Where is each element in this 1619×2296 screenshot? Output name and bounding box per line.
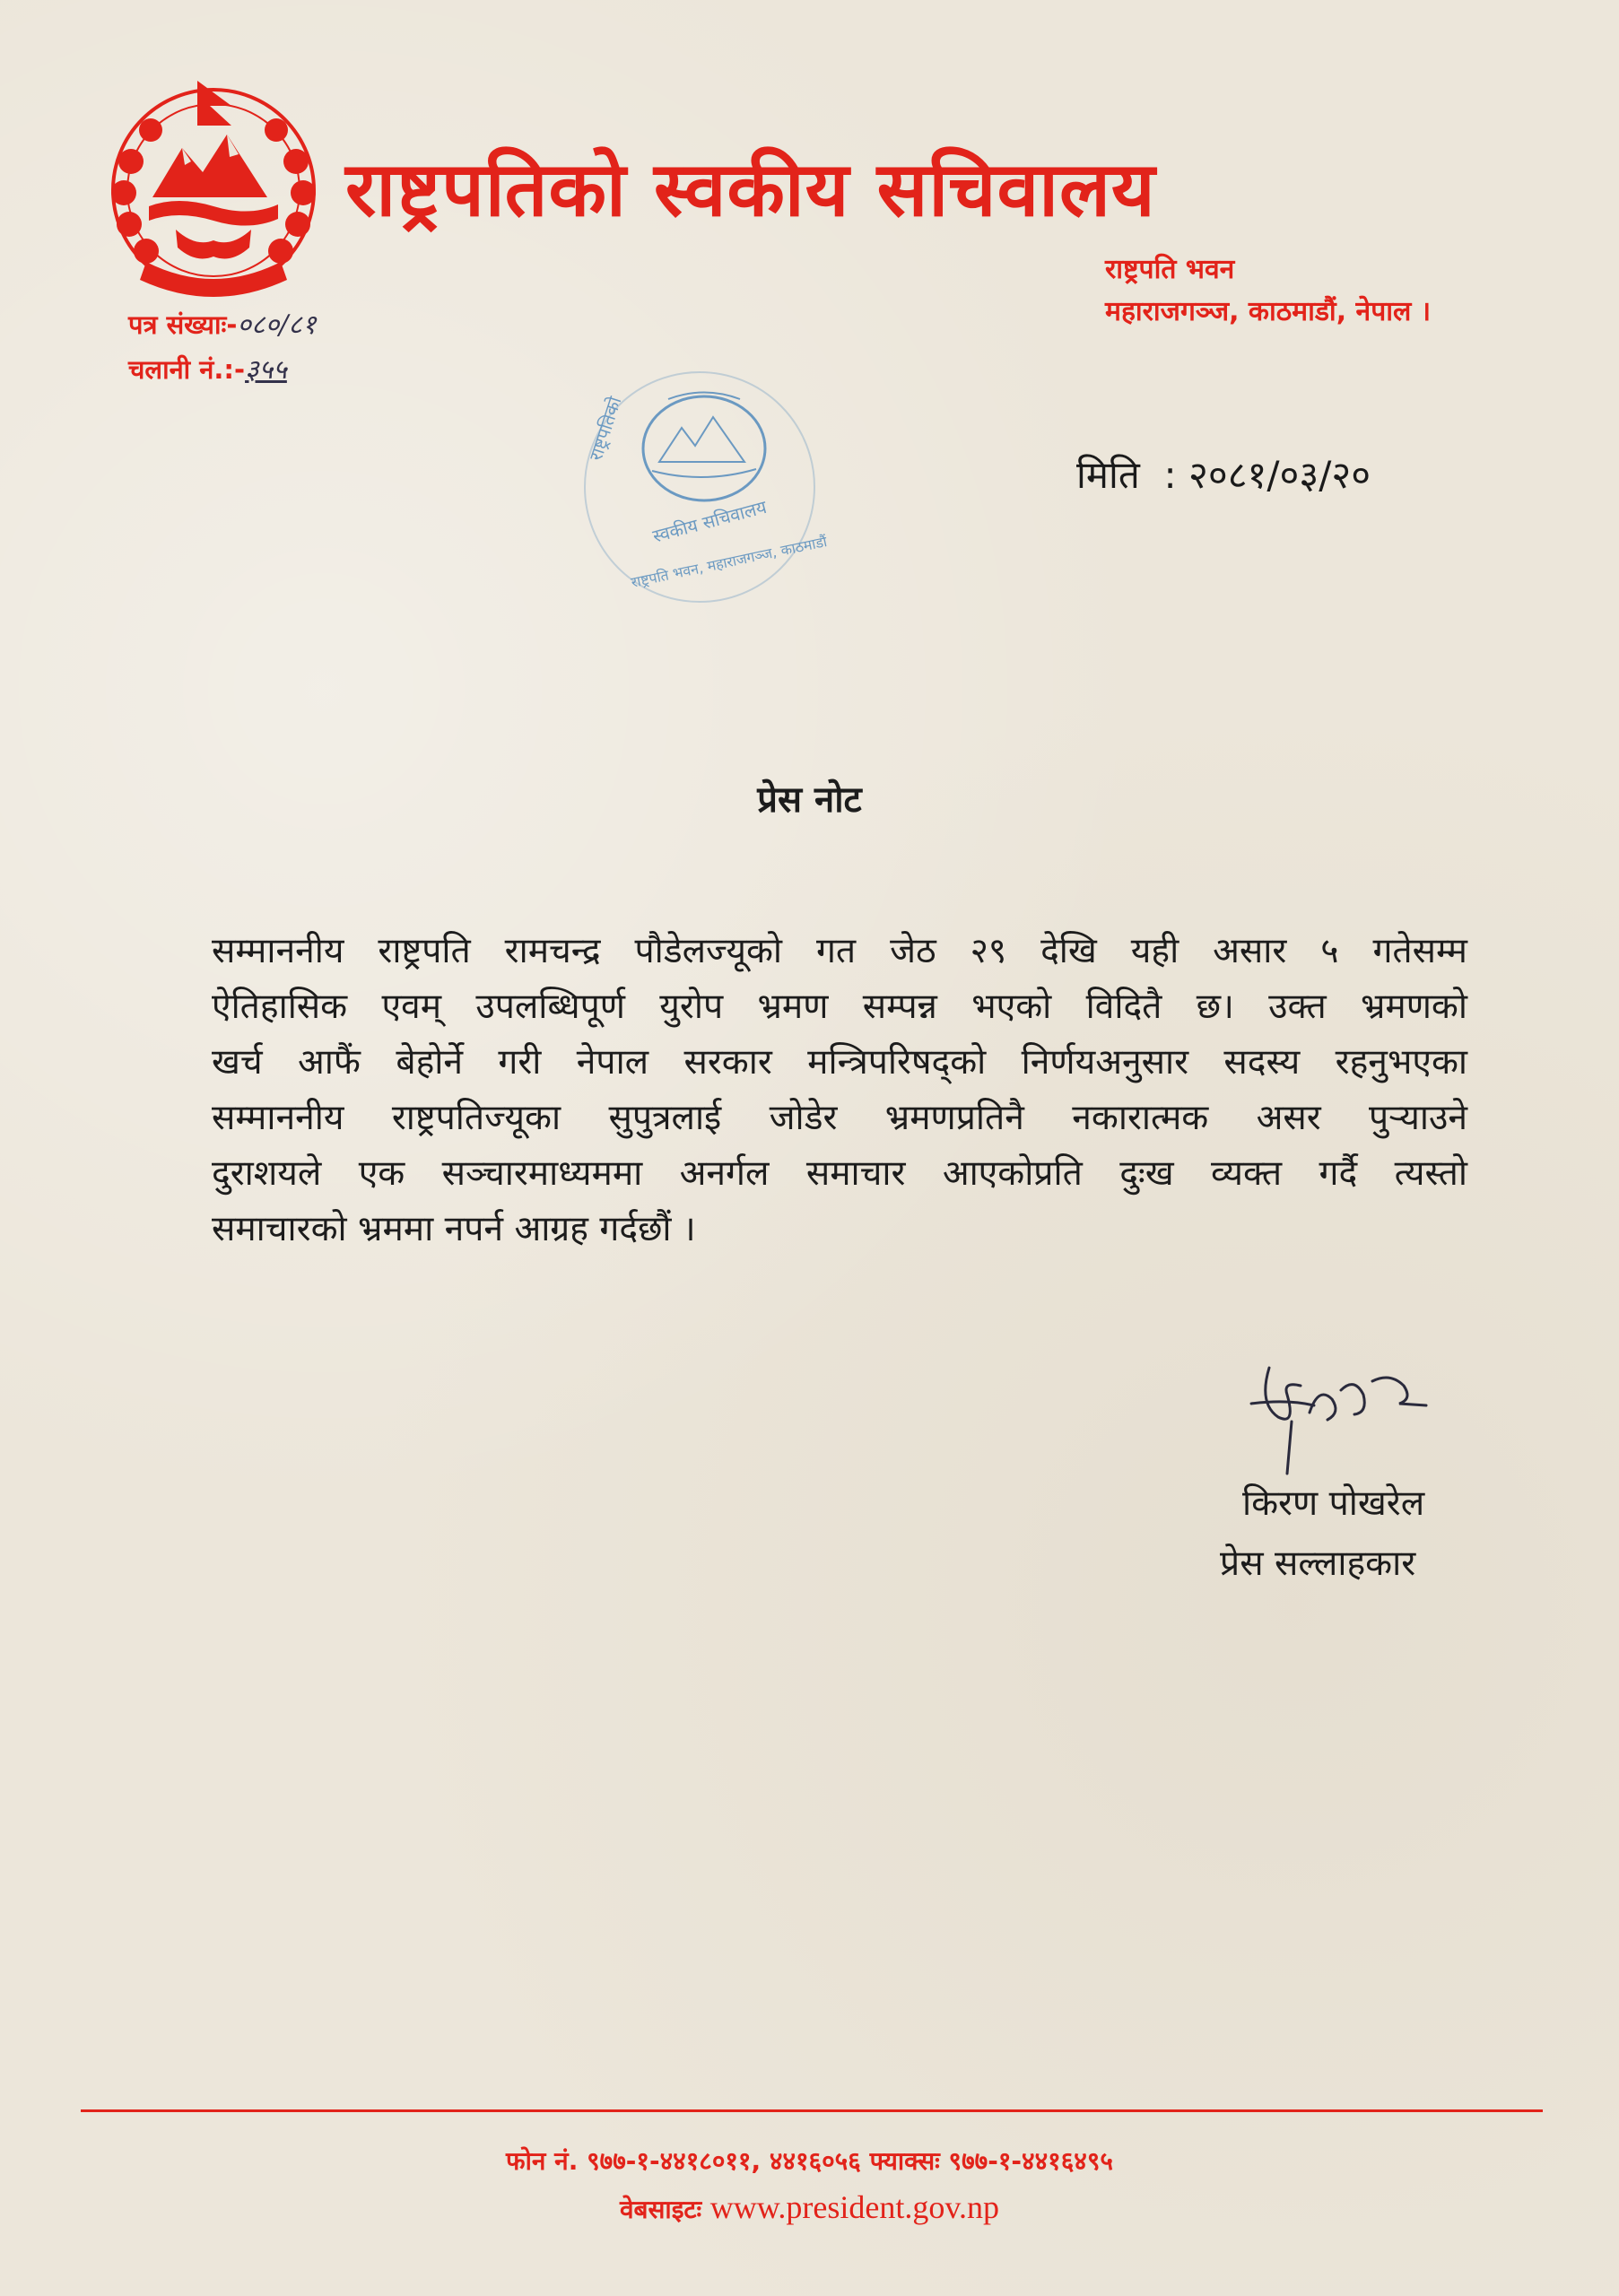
body-line: समाचारको भ्रममा नपर्न आग्रह गर्दछौं । xyxy=(212,1209,696,1249)
date-label: मिति xyxy=(1076,453,1140,497)
signatory-name: किरण पोखरेल xyxy=(1242,1483,1425,1524)
fax-label: फ्याक्सः xyxy=(869,2146,940,2176)
press-note-heading: प्रेस नोट xyxy=(757,779,862,821)
body-line: दुराशयले एक सञ्चारमाध्यममा अनर्गल समाचार आएकोप्रति दुःख व्यक्त गर्दै त्यस्तो xyxy=(212,1153,1467,1194)
body-line: सम्माननीय राष्ट्रपतिज्यूका सुपुत्रलाई जोडेर भ्रमणप्रतिनै नकारात्मक असर पुऱ्याउने xyxy=(212,1098,1467,1138)
office-name: राष्ट्रपतिको स्वकीय सचिवालय xyxy=(345,145,1156,233)
footer-contact xyxy=(0,2144,1619,2178)
office-stamp xyxy=(570,363,830,610)
phone-label: फोन नं. xyxy=(506,2146,579,2176)
letter-number-label: पत्र संख्याः- xyxy=(128,309,238,340)
phone-value: ९७७-१-४४१८०११, ४४१६०५६ xyxy=(587,2146,861,2176)
address-line-2: महाराजगञ्ज, काठमाडौं, नेपाल । xyxy=(1105,296,1432,327)
body-line: खर्च आफैं बेहोर्ने गरी नेपाल सरकार मन्त्रिपरिषद्को निर्णयअनुसार सदस्य रहनुभएका xyxy=(212,1042,1467,1083)
letter-number xyxy=(128,305,316,342)
dispatch-number-label: चलानी नं.:- xyxy=(128,354,246,385)
svg-text:स्वकीय सचिवालय: स्वकीय सचिवालय xyxy=(650,495,770,547)
address-line-1: राष्ट्रपति भवन xyxy=(1105,254,1235,285)
website-label: वेबसाइटः xyxy=(619,2195,702,2224)
nepal-coat-of-arms-icon xyxy=(97,72,330,305)
footer-divider xyxy=(81,2109,1543,2112)
letter-number-value: ०८०/८१ xyxy=(237,309,317,341)
dispatch-number-value: ३५५ xyxy=(245,354,287,386)
website-link[interactable]: www.president.gov.np xyxy=(709,2189,1000,2225)
press-note-body xyxy=(212,924,1467,1257)
body-line: ऐतिहासिक एवम् उपलब्धिपूर्ण युरोप भ्रमण सम्पन्न भएको विदितै छ। उक्त भ्रमणको xyxy=(212,987,1467,1027)
dispatch-number xyxy=(128,350,287,387)
fax-value: ९७७-१-४४१६४९५ xyxy=(948,2146,1113,2176)
signature xyxy=(1233,1350,1440,1480)
body-line: सम्माननीय राष्ट्रपति रामचन्द्र पौडेलज्यूको गत जेठ २९ देखि यही असार ५ गतेसम्म xyxy=(212,931,1467,971)
svg-text:राष्ट्रपतिको: राष्ट्रपतिको xyxy=(584,394,626,464)
signatory-title: प्रेस सल्लाहकार xyxy=(1220,1544,1416,1584)
date-line: मिति : २०८१/०३/२० xyxy=(1076,453,1371,497)
footer-website xyxy=(0,2188,1619,2226)
svg-text:राष्ट्रपति भवन, महाराजगञ्ज, का: राष्ट्रपति भवन, महाराजगञ्ज, काठमाडौं xyxy=(629,533,829,591)
date-value: २०८१/०३/२० xyxy=(1188,453,1371,497)
